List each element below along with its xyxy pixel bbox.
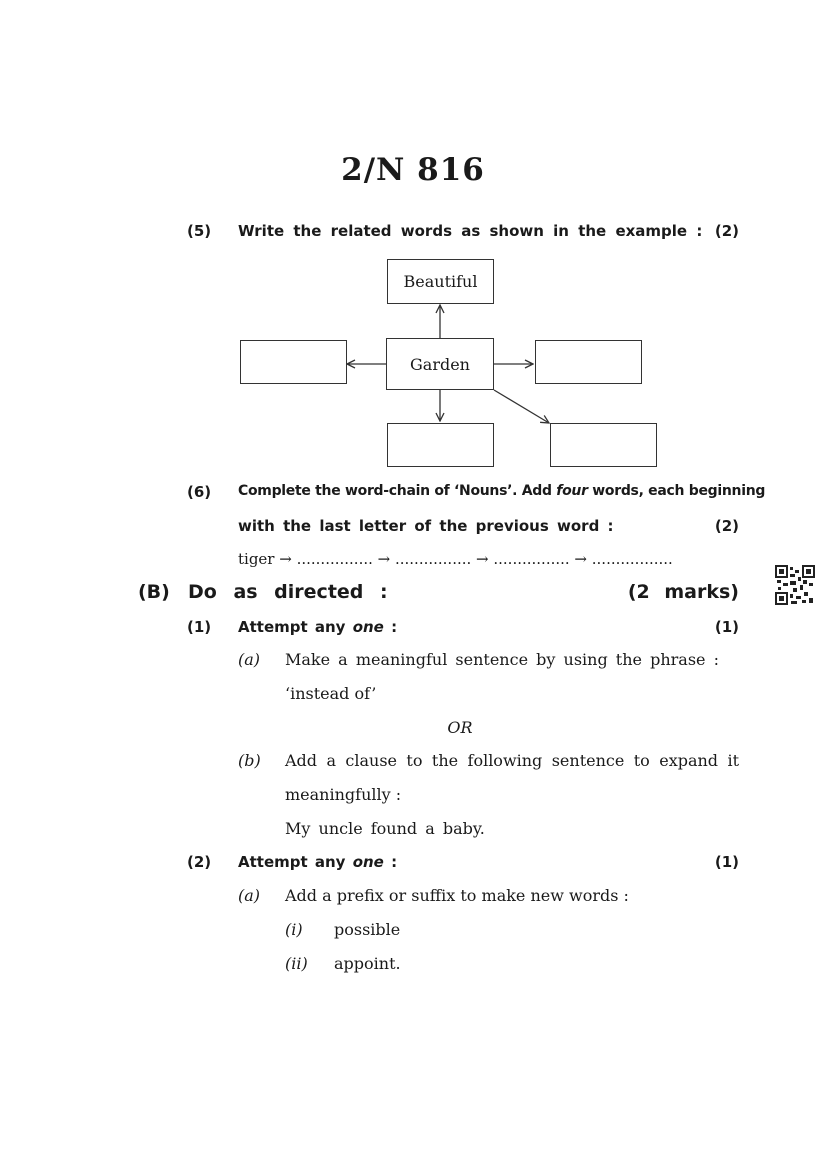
b-q2-a-label: (a) — [238, 886, 261, 905]
diagram-box-top: Beautiful — [387, 259, 494, 304]
diagram-box-bottom[interactable] — [387, 423, 494, 467]
b-q1-instruction: Attempt any one : — [238, 618, 398, 636]
q6-number: (6) — [187, 483, 212, 501]
diagram-box-center: Garden — [386, 338, 494, 390]
q6-line2: with the last letter of the previous word : — [238, 517, 614, 535]
b-q1-b-line2: meaningfully : — [285, 785, 402, 804]
word-web-connectors — [0, 0, 826, 480]
page-title: 2/N 816 — [341, 152, 485, 188]
b-q1-marks: (1) — [714, 618, 739, 636]
section-b-label: (B) — [138, 581, 170, 603]
b-q2-number: (2) — [187, 853, 212, 871]
diagram-box-right[interactable] — [535, 340, 642, 384]
b-q1-number: (1) — [187, 618, 212, 636]
b-q1-a-line2: ‘instead of’ — [285, 684, 377, 703]
b-q2-ii-label: (ii) — [285, 954, 308, 973]
word-chain: tiger → ................ → ................ → ................ → ................. — [238, 550, 673, 568]
q5-number: (5) — [187, 222, 212, 240]
section-b-title: Do as directed : — [188, 581, 388, 603]
section-b-marks: (2 marks) — [627, 581, 739, 603]
b-q2-instruction: Attempt any one : — [238, 853, 398, 871]
b-q2-a-text: Add a prefix or suffix to make new words : — [285, 886, 629, 905]
b-q1-b-line1: Add a clause to the following sentence to expand it — [285, 751, 739, 770]
b-q1-a-line1: Make a meaningful sentence by using the phrase : — [285, 650, 719, 669]
b-q2-ii-text: appoint. — [334, 954, 401, 973]
b-q1-b-line3: My uncle found a baby. — [285, 819, 485, 838]
q5-text: Write the related words as shown in the example : — [238, 222, 703, 240]
b-q2-marks: (1) — [714, 853, 739, 871]
diagram-box-bottom-right[interactable] — [550, 423, 657, 467]
b-q1-b-label: (b) — [238, 751, 261, 770]
b-q2-i-text: possible — [334, 920, 401, 939]
diagram-box-left[interactable] — [240, 340, 347, 384]
q6-marks: (2) — [714, 517, 739, 535]
qr-code-icon — [775, 565, 815, 605]
arrow-diagonal — [494, 390, 549, 423]
q5-marks: (2) — [714, 222, 739, 240]
or-separator: OR — [447, 718, 473, 737]
q6-line1: Complete the word-chain of ‘Nouns’. Add four words, each beginning — [238, 483, 766, 499]
b-q2-i-label: (i) — [285, 920, 303, 939]
b-q1-a-label: (a) — [238, 650, 261, 669]
